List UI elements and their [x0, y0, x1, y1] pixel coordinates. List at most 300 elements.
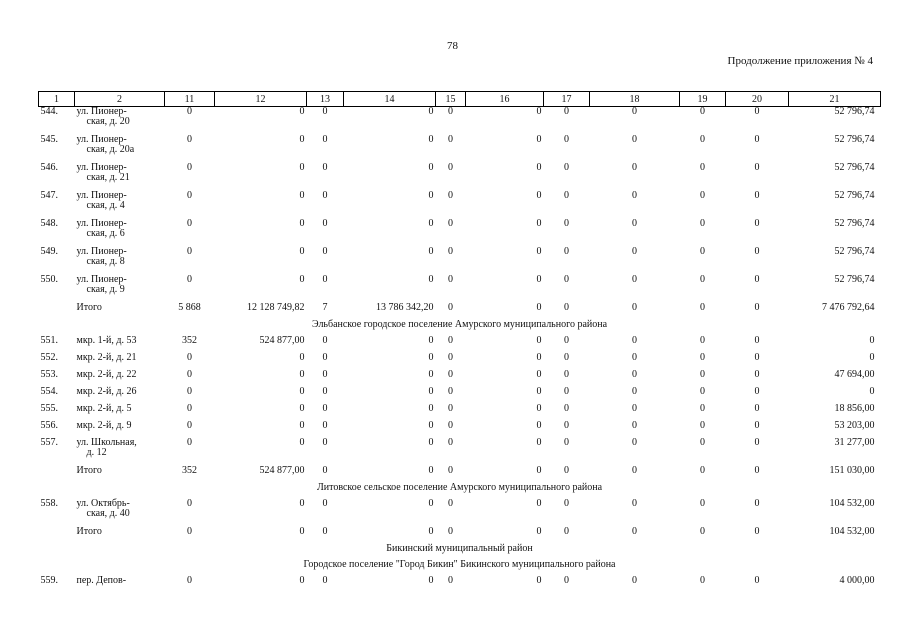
value-cell: 52 796,74 — [834, 134, 875, 145]
value-cell: 0 — [428, 420, 434, 431]
value-cell: 0 — [700, 498, 705, 509]
value-cell: 0 — [632, 302, 637, 313]
value-cell: 0 — [428, 465, 434, 476]
value-cell: 0 — [299, 420, 305, 431]
address-line: ул. Пионер- — [76, 246, 127, 257]
value-cell: 0 — [428, 498, 434, 509]
value-cell: 0 — [536, 190, 542, 201]
value-cell: 0 — [754, 352, 760, 363]
address-cell — [75, 191, 165, 219]
address-cell — [75, 336, 165, 353]
row-number: 552. — [40, 352, 58, 363]
value-cell: 0 — [536, 134, 542, 145]
row-number: 544. — [40, 106, 58, 117]
value-cell: 0 — [299, 575, 305, 586]
value-cell: 0 — [299, 274, 305, 285]
value-cell: 0 — [448, 498, 453, 509]
address-cell — [75, 275, 165, 303]
value-cell: 0 — [428, 274, 434, 285]
value-cell: 12 128 749,82 — [247, 302, 305, 313]
value-cell: 0 — [299, 246, 305, 257]
value-cell: 0 — [428, 162, 434, 173]
page-number: 78 — [447, 40, 458, 52]
value-cell: 0 — [187, 190, 192, 201]
value-cell: 0 — [536, 335, 542, 346]
value-cell: 0 — [536, 246, 542, 257]
value-cell: 0 — [299, 437, 305, 448]
value-cell: 0 — [536, 162, 542, 173]
value-cell: 0 — [187, 575, 192, 586]
value-cell: 0 — [754, 335, 760, 346]
column-header: 11 — [165, 92, 215, 107]
column-header: 1 — [39, 92, 75, 107]
value-cell: 0 — [754, 134, 760, 145]
section-heading-row — [39, 483, 881, 499]
value-cell: 0 — [299, 106, 305, 117]
address-line: ская, д. 4 — [86, 200, 125, 211]
value-cell: 0 — [299, 352, 305, 363]
value-cell: 0 — [322, 106, 328, 117]
value-cell: 0 — [632, 575, 637, 586]
value-cell: 352 — [182, 335, 197, 346]
address-cell — [75, 421, 165, 438]
value-cell: 0 — [322, 246, 328, 257]
column-header: 14 — [344, 92, 436, 107]
value-cell: 0 — [632, 134, 637, 145]
address-line: ская, д. 8 — [86, 256, 125, 267]
value-cell: 0 — [322, 420, 328, 431]
value-cell: 0 — [700, 190, 705, 201]
value-cell: 0 — [448, 106, 453, 117]
column-header: 2 — [75, 92, 165, 107]
value-cell: 0 — [322, 274, 328, 285]
row-number: 558. — [40, 498, 58, 509]
value-cell: 52 796,74 — [834, 106, 875, 117]
value-cell: 0 — [564, 498, 569, 509]
value-cell: 0 — [754, 465, 760, 476]
table-row — [39, 219, 881, 247]
value-cell: 0 — [322, 403, 328, 414]
row-number: 559. — [40, 575, 58, 586]
value-cell: 0 — [428, 246, 434, 257]
value-cell: 0 — [754, 386, 760, 397]
value-cell: 524 877,00 — [259, 465, 305, 476]
row-number: 546. — [40, 162, 58, 173]
address-line: мкр. 2-й, д. 9 — [76, 420, 132, 431]
row-number: 551. — [40, 335, 58, 346]
value-cell: 524 877,00 — [259, 335, 305, 346]
value-cell: 0 — [700, 134, 705, 145]
value-cell: 0 — [428, 369, 434, 380]
value-cell: 0 — [700, 386, 705, 397]
table-row — [39, 387, 881, 404]
column-header: 20 — [726, 92, 789, 107]
value-cell: 0 — [536, 352, 542, 363]
value-cell: 0 — [299, 403, 305, 414]
value-cell: 0 — [700, 369, 705, 380]
value-cell: 0 — [448, 526, 453, 537]
address-line: мкр. 2-й, д. 26 — [76, 386, 137, 397]
value-cell: 0 — [754, 369, 760, 380]
value-cell: 0 — [564, 369, 569, 380]
column-header: 19 — [680, 92, 726, 107]
value-cell: 0 — [448, 403, 453, 414]
value-cell: 0 — [754, 302, 760, 313]
row-number: 556. — [40, 420, 58, 431]
address-cell — [75, 499, 165, 527]
value-cell: 4 000,00 — [839, 575, 875, 586]
value-cell: 0 — [632, 403, 637, 414]
total-row — [39, 303, 881, 320]
address-line: ская, д. 20а — [86, 144, 135, 155]
value-cell: 0 — [632, 246, 637, 257]
column-header: 15 — [436, 92, 466, 107]
total-row — [39, 466, 881, 483]
value-cell: 0 — [700, 106, 705, 117]
total-label: Итого — [76, 465, 102, 476]
table-body — [39, 107, 881, 594]
address-cell — [75, 387, 165, 404]
value-cell: 0 — [564, 190, 569, 201]
address-line: ул. Пионер- — [76, 106, 127, 117]
value-cell: 0 — [322, 526, 328, 537]
value-cell: 0 — [754, 162, 760, 173]
value-cell: 0 — [187, 526, 192, 537]
table-row — [39, 275, 881, 303]
table-row — [39, 247, 881, 275]
address-line: ул. Пионер- — [76, 162, 127, 173]
value-cell: 0 — [187, 246, 192, 257]
value-cell: 0 — [564, 335, 569, 346]
value-cell: 0 — [754, 106, 760, 117]
value-cell: 0 — [187, 369, 192, 380]
value-cell: 0 — [536, 437, 542, 448]
value-cell: 0 — [754, 246, 760, 257]
row-number: 550. — [40, 274, 58, 285]
row-number: 554. — [40, 386, 58, 397]
value-cell: 0 — [564, 420, 569, 431]
value-cell: 0 — [448, 335, 453, 346]
column-header: 18 — [590, 92, 680, 107]
value-cell: 0 — [564, 246, 569, 257]
value-cell: 0 — [700, 420, 705, 431]
value-cell: 0 — [428, 134, 434, 145]
value-cell: 0 — [632, 162, 637, 173]
value-cell: 0 — [299, 218, 305, 229]
value-cell: 0 — [632, 274, 637, 285]
value-cell: 0 — [564, 302, 569, 313]
data-table — [38, 91, 881, 593]
value-cell: 0 — [322, 465, 328, 476]
address-cell — [75, 353, 165, 370]
value-cell: 0 — [869, 386, 875, 397]
table-row — [39, 499, 881, 527]
value-cell: 0 — [564, 218, 569, 229]
table-row — [39, 353, 881, 370]
value-cell: 0 — [187, 352, 192, 363]
value-cell: 0 — [754, 403, 760, 414]
value-cell: 0 — [700, 246, 705, 257]
address-cell — [75, 438, 165, 466]
address-line: мкр. 1-й, д. 53 — [76, 335, 137, 346]
section-heading-row — [39, 320, 881, 336]
value-cell: 0 — [754, 274, 760, 285]
table-row — [39, 438, 881, 466]
value-cell: 0 — [564, 403, 569, 414]
value-cell: 0 — [536, 218, 542, 229]
value-cell: 0 — [536, 274, 542, 285]
row-number — [39, 303, 75, 320]
value-cell: 0 — [564, 162, 569, 173]
value-cell: 0 — [428, 352, 434, 363]
value-cell: 0 — [632, 190, 637, 201]
column-header: 13 — [307, 92, 344, 107]
value-cell: 47 694,00 — [834, 369, 875, 380]
address-cell — [75, 219, 165, 247]
value-cell: 0 — [448, 575, 453, 586]
value-cell: 0 — [187, 106, 192, 117]
value-cell: 0 — [754, 526, 760, 537]
address-line: ул. Пионер- — [76, 218, 127, 229]
value-cell: 0 — [700, 302, 705, 313]
value-cell: 0 — [869, 352, 875, 363]
value-cell: 0 — [448, 162, 453, 173]
value-cell: 0 — [632, 369, 637, 380]
total-label: Итого — [76, 302, 102, 313]
value-cell: 0 — [754, 420, 760, 431]
value-cell: 0 — [632, 335, 637, 346]
value-cell: 0 — [187, 134, 192, 145]
value-cell: 0 — [632, 526, 637, 537]
value-cell: 0 — [448, 420, 453, 431]
total-label: Итого — [76, 526, 102, 537]
value-cell: 0 — [536, 403, 542, 414]
row-number: 545. — [40, 134, 58, 145]
value-cell: 0 — [187, 437, 192, 448]
value-cell: 0 — [754, 190, 760, 201]
value-cell: 0 — [448, 134, 453, 145]
address-line: ская, д. 6 — [86, 228, 125, 239]
value-cell: 0 — [448, 218, 453, 229]
row-number: 549. — [40, 246, 58, 257]
value-cell: 0 — [448, 352, 453, 363]
value-cell: 52 796,74 — [834, 218, 875, 229]
table-row — [39, 370, 881, 387]
value-cell: 18 856,00 — [834, 403, 875, 414]
value-cell: 0 — [700, 575, 705, 586]
value-cell: 5 868 — [178, 302, 201, 313]
value-cell: 0 — [448, 302, 453, 313]
table-row — [39, 163, 881, 191]
value-cell: 0 — [322, 134, 328, 145]
table-row — [39, 421, 881, 438]
value-cell: 0 — [448, 274, 453, 285]
value-cell: 7 476 792,64 — [822, 302, 875, 313]
value-cell: 0 — [700, 274, 705, 285]
value-cell: 0 — [322, 575, 328, 586]
value-cell: 52 796,74 — [834, 190, 875, 201]
total-row — [39, 527, 881, 544]
value-cell: 0 — [448, 465, 453, 476]
value-cell: 0 — [632, 437, 637, 448]
address-line: пер. Депов- — [76, 575, 127, 586]
value-cell: 0 — [700, 218, 705, 229]
address-line: мкр. 2-й, д. 5 — [76, 403, 132, 414]
address-line: ская, д. 9 — [86, 284, 125, 295]
value-cell: 53 203,00 — [834, 420, 875, 431]
section-heading-row — [39, 560, 881, 576]
value-cell: 0 — [564, 106, 569, 117]
value-cell: 0 — [187, 420, 192, 431]
value-cell: 0 — [632, 106, 637, 117]
value-cell: 0 — [536, 386, 542, 397]
value-cell: 0 — [564, 274, 569, 285]
column-header: 16 — [466, 92, 544, 107]
column-header: 17 — [544, 92, 590, 107]
address-line: ул. Октябрь- — [76, 498, 130, 509]
address-cell — [75, 370, 165, 387]
column-header: 12 — [215, 92, 307, 107]
address-line: ская, д. 21 — [86, 172, 130, 183]
value-cell: 0 — [428, 437, 434, 448]
value-cell: 31 277,00 — [834, 437, 875, 448]
value-cell: 0 — [428, 335, 434, 346]
value-cell: 0 — [700, 403, 705, 414]
address-line: д. 12 — [86, 447, 107, 458]
value-cell: 0 — [564, 134, 569, 145]
value-cell: 0 — [754, 218, 760, 229]
value-cell: 0 — [536, 526, 542, 537]
row-number: 547. — [40, 190, 58, 201]
header-row — [39, 92, 881, 107]
value-cell: 52 796,74 — [834, 162, 875, 173]
value-cell: 0 — [564, 437, 569, 448]
value-cell: 0 — [754, 575, 760, 586]
value-cell: 0 — [536, 369, 542, 380]
value-cell: 0 — [322, 498, 328, 509]
value-cell: 0 — [632, 386, 637, 397]
value-cell: 0 — [700, 526, 705, 537]
value-cell: 0 — [322, 335, 328, 346]
value-cell: 0 — [754, 437, 760, 448]
value-cell: 0 — [536, 420, 542, 431]
value-cell: 0 — [564, 575, 569, 586]
value-cell: 0 — [536, 575, 542, 586]
row-number: 553. — [40, 369, 58, 380]
section-heading: Городское поселение "Город Бикин" Бикинского муниципального района — [303, 559, 616, 570]
value-cell: 0 — [632, 352, 637, 363]
value-cell: 0 — [428, 403, 434, 414]
address-line: ул. Школьная, — [76, 437, 137, 448]
row-number: 557. — [40, 437, 58, 448]
value-cell: 0 — [322, 437, 328, 448]
section-heading-row — [39, 544, 881, 560]
value-cell: 0 — [700, 352, 705, 363]
value-cell: 0 — [428, 386, 434, 397]
value-cell: 0 — [299, 190, 305, 201]
value-cell: 0 — [299, 526, 305, 537]
value-cell: 0 — [700, 465, 705, 476]
value-cell: 0 — [428, 106, 434, 117]
address-line: ул. Пионер- — [76, 274, 127, 285]
row-number: 555. — [40, 403, 58, 414]
value-cell: 104 532,00 — [829, 498, 875, 509]
table-row — [39, 576, 881, 593]
address-line: ская, д. 40 — [86, 508, 130, 519]
row-number — [39, 466, 75, 483]
value-cell: 0 — [700, 335, 705, 346]
value-cell: 0 — [700, 437, 705, 448]
value-cell: 0 — [187, 386, 192, 397]
value-cell: 0 — [322, 162, 328, 173]
value-cell: 0 — [536, 498, 542, 509]
table-row — [39, 336, 881, 353]
table-row — [39, 191, 881, 219]
value-cell: 0 — [428, 190, 434, 201]
address-cell — [75, 404, 165, 421]
value-cell: 0 — [700, 162, 705, 173]
address-cell — [75, 135, 165, 163]
value-cell: 0 — [632, 218, 637, 229]
section-heading: Бикинский муниципальный район — [386, 543, 533, 554]
value-cell: 151 030,00 — [829, 465, 875, 476]
section-heading: Эльбанское городское поселение Амурского муниципального района — [311, 319, 608, 330]
value-cell: 0 — [536, 106, 542, 117]
address-line: мкр. 2-й, д. 22 — [76, 369, 137, 380]
value-cell: 0 — [299, 162, 305, 173]
value-cell: 0 — [299, 498, 305, 509]
value-cell: 0 — [187, 403, 192, 414]
table-row — [39, 135, 881, 163]
address-line: ул. Пионер- — [76, 190, 127, 201]
value-cell: 0 — [187, 274, 192, 285]
value-cell: 0 — [322, 352, 328, 363]
section-heading: Литовское сельское поселение Амурского муниципального района — [316, 482, 603, 493]
value-cell: 0 — [448, 437, 453, 448]
value-cell: 104 532,00 — [829, 526, 875, 537]
table-row — [39, 107, 881, 136]
value-cell: 0 — [448, 190, 453, 201]
value-cell: 0 — [564, 386, 569, 397]
value-cell: 0 — [564, 352, 569, 363]
value-cell: 0 — [299, 386, 305, 397]
column-header: 21 — [789, 92, 881, 107]
value-cell: 0 — [428, 575, 434, 586]
value-cell: 0 — [448, 369, 453, 380]
value-cell: 52 796,74 — [834, 274, 875, 285]
continuation-note: Продолжение приложения № 4 — [727, 55, 873, 67]
value-cell: 0 — [322, 369, 328, 380]
address-line: ул. Пионер- — [76, 134, 127, 145]
value-cell: 0 — [187, 498, 192, 509]
value-cell: 0 — [536, 465, 542, 476]
value-cell: 0 — [322, 218, 328, 229]
value-cell: 0 — [564, 465, 569, 476]
value-cell: 0 — [448, 246, 453, 257]
value-cell: 0 — [299, 369, 305, 380]
value-cell: 0 — [187, 162, 192, 173]
value-cell: 52 796,74 — [834, 246, 875, 257]
address-cell — [75, 107, 165, 136]
value-cell: 0 — [322, 190, 328, 201]
row-number — [39, 527, 75, 544]
table-row — [39, 404, 881, 421]
value-cell: 0 — [299, 134, 305, 145]
value-cell: 0 — [428, 526, 434, 537]
value-cell: 0 — [448, 386, 453, 397]
value-cell: 0 — [754, 498, 760, 509]
value-cell: 7 — [322, 302, 328, 313]
